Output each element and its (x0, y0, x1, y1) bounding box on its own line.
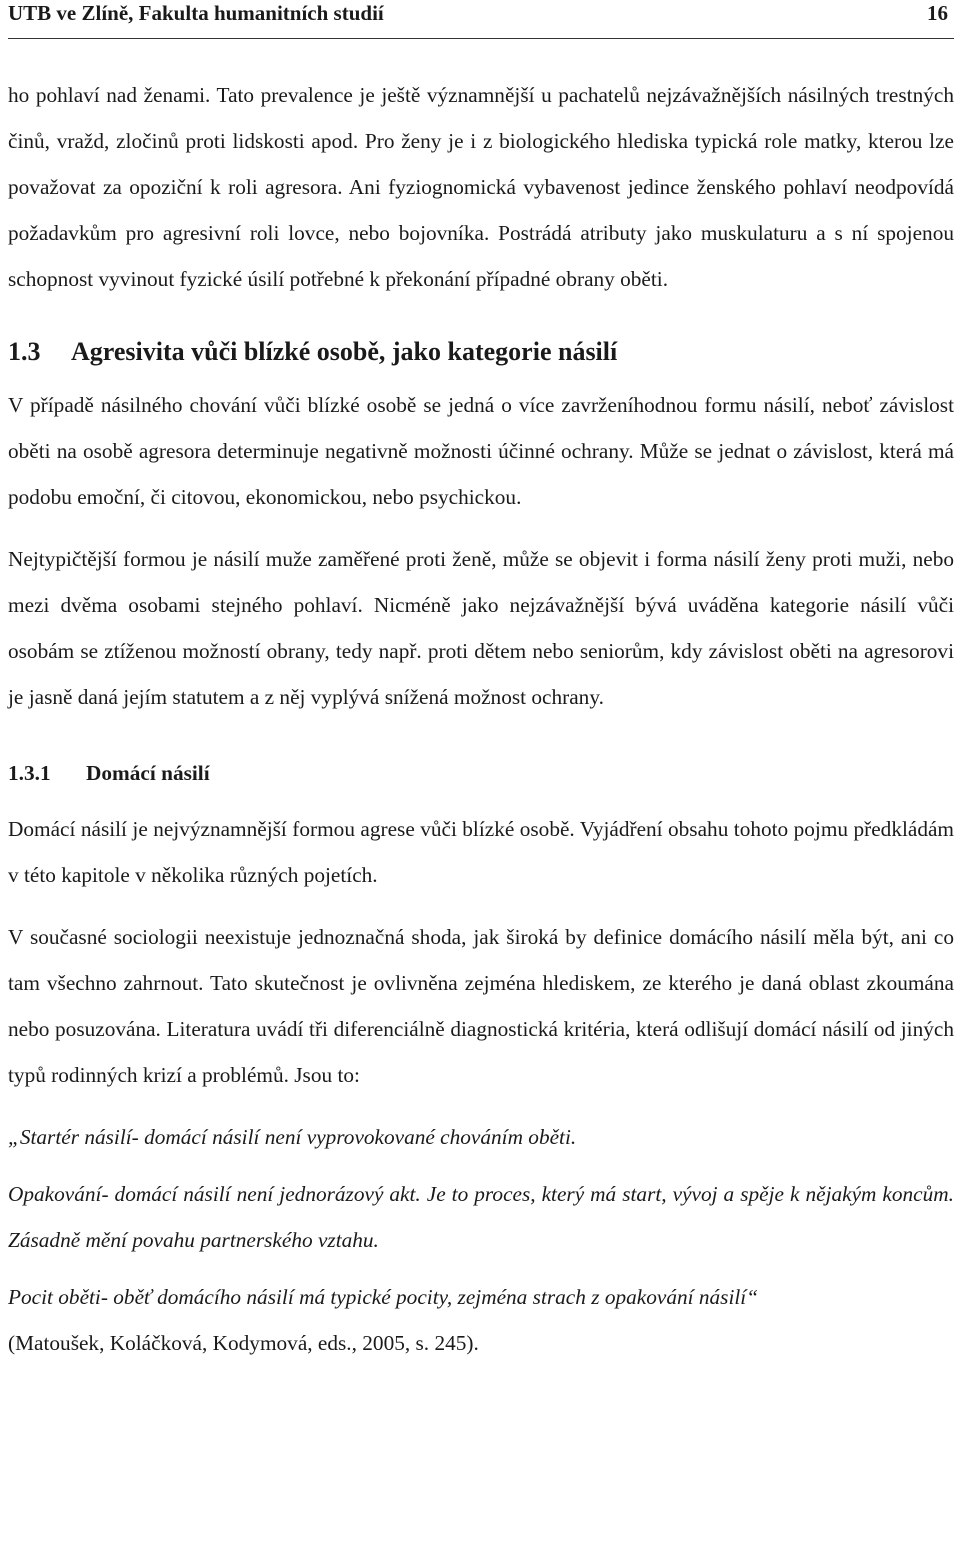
quote-line-2: Opakování- domácí násilí není jednorázový akt. Je to proces, který má start, vývoj a spěje k nějakým koncům. Zásadně mění povahu partnerského vztahu. (8, 1182, 954, 1252)
section-title: Agresivita vůči blízké osobě, jako kategorie násilí (71, 337, 618, 366)
section-number: 1.3 (8, 337, 41, 366)
section-paragraph-2: Nejtypičtější formou je násilí muže zaměřené proti ženě, může se objevit i forma násilí ženy proti muži, nebo mezi dvěma osobami stejného pohlaví. Nicméně jako nejzávažnější bývá uváděna kategorie násilí vůči osobám se ztíženou možností obrany, tedy např. proti dětem nebo seniorům, kdy závislost oběti na agresorovi je jasně daná jejím statutem a z něj vyplývá snížená možnost ochrany. (8, 547, 954, 709)
document-page (8, 0, 954, 1366)
subsection-paragraph-2: V současné sociologii neexistuje jednoznačná shoda, jak široká by definice domácího násilí měla být, ani co tam všechno zahrnout. Tato skutečnost je ovlivněna zejména hlediskem, ze kterého je daná oblast zkoumána nebo posuzována. Literatura uvádí tři diferenciálně diagnostická kritéria, která odlišují domácí násilí od jiných typů rodinných krizí a problémů. Jsou to: (8, 925, 954, 1087)
page-number: 16 (927, 1, 948, 25)
subsection-paragraph-1: Domácí násilí je nejvýznamnější formou agrese vůči blízké osobě. Vyjádření obsahu tohoto pojmu předkládám v této kapitole v několika různých pojetích. (8, 817, 954, 887)
citation: (Matoušek, Koláčková, Kodymová, eds., 2005, s. 245). (8, 1331, 479, 1355)
intro-paragraph: ho pohlaví nad ženami. Tato prevalence je ještě významnější u pachatelů nejzávažnějších násilných trestných činů, vražd, zločinů proti lidskosti apod. Pro ženy je i z biologického hlediska typická role matky, kterou lze považovat za opoziční k roli agresora. Ani fyziognomická vybavenost jedince ženského pohlaví neodpovídá požadavkům pro agresivní roli lovce, nebo bojovníka. Postrádá atributy jako muskulaturu a s ní spojenou schopnost vyvinout fyzické úsilí potřebné k překonání případné obrany oběti. (8, 83, 954, 291)
running-header (8, 0, 954, 39)
section-paragraph-1: V případě násilného chování vůči blízké osobě se jedná o více zavrženíhodnou formu násilí, neboť závislost oběti na osobě agresora determinuje negativně možnosti účinné ochrany. Může se jednat o závislost, která má podobu emoční, či citovou, ekonomickou, nebo psychickou. (8, 393, 954, 509)
quote-line-3: Pocit oběti- oběť domácího násilí má typické pocity, zejména strach z opakování násilí“ (8, 1285, 759, 1309)
subsection-title: Domácí násilí (86, 761, 210, 785)
subsection-heading (8, 753, 954, 793)
header-title: UTB ve Zlíně, Fakulta humanitních studií (8, 1, 384, 25)
section-heading (8, 332, 954, 372)
quote-line-1: „Startér násilí- domácí násilí není vyprovokované chováním oběti. (8, 1125, 577, 1149)
subsection-number: 1.3.1 (8, 761, 51, 785)
